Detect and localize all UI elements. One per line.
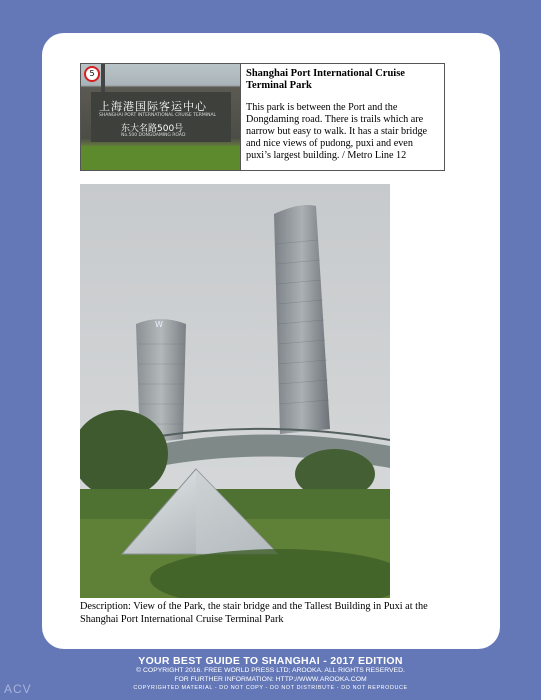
footer-title: YOUR BEST GUIDE TO SHANGHAI - 2017 EDITION bbox=[138, 655, 403, 667]
sign-address-english: No.500 DONGDAMING ROAD bbox=[121, 133, 186, 138]
entry-description: This park is between the Port and the Dongdaming road. There is trails which are narrow but easy to walk. It has a stair bridge and nice views of pudong, puxi and even puxi’s largest building. / Metro Line 12 bbox=[246, 102, 428, 161]
sign-pole bbox=[101, 64, 105, 94]
entry-text-cell bbox=[241, 64, 444, 170]
watermark: ACV bbox=[4, 682, 32, 696]
sign-english-text: SHANGHAI PORT INTERNATIONAL CRUISE TERMINAL bbox=[99, 113, 217, 118]
grass-strip bbox=[81, 146, 240, 170]
entry-title: Shanghai Port International Cruise Terminal Park bbox=[246, 68, 405, 91]
info-table bbox=[80, 63, 445, 171]
terminal-sign-photo bbox=[81, 64, 241, 170]
speed-limit-sign: 5 bbox=[84, 66, 100, 82]
footer-copyright: © COPYRIGHT 2016. FREE WORLD PRESS LTD; AROOKA. ALL RIGHTS RESERVED. bbox=[136, 667, 405, 674]
park-photo-illustration bbox=[80, 184, 390, 598]
footer-info: FOR FURTHER INFORMATION: HTTP://WWW.AROOKA.COM bbox=[174, 675, 367, 683]
terminal-sign bbox=[91, 92, 231, 142]
park-photo bbox=[80, 184, 390, 598]
photo-caption: Description: View of the Park, the stair bridge and the Tallest Building in Puxi at the Shanghai Port International Cruise Terminal Park bbox=[80, 601, 428, 625]
footer-notice: COPYRIGHTED MATERIAL - DO NOT COPY - DO NOT DISTRIBUTE - DO NOT REPRODUCE bbox=[133, 685, 408, 691]
footer bbox=[0, 655, 541, 692]
sign-chinese-text: 上海港国际客运中心 bbox=[99, 100, 207, 113]
tower-logo: W bbox=[155, 320, 163, 329]
sign-address-chinese: 东大名路500号 bbox=[121, 124, 184, 134]
